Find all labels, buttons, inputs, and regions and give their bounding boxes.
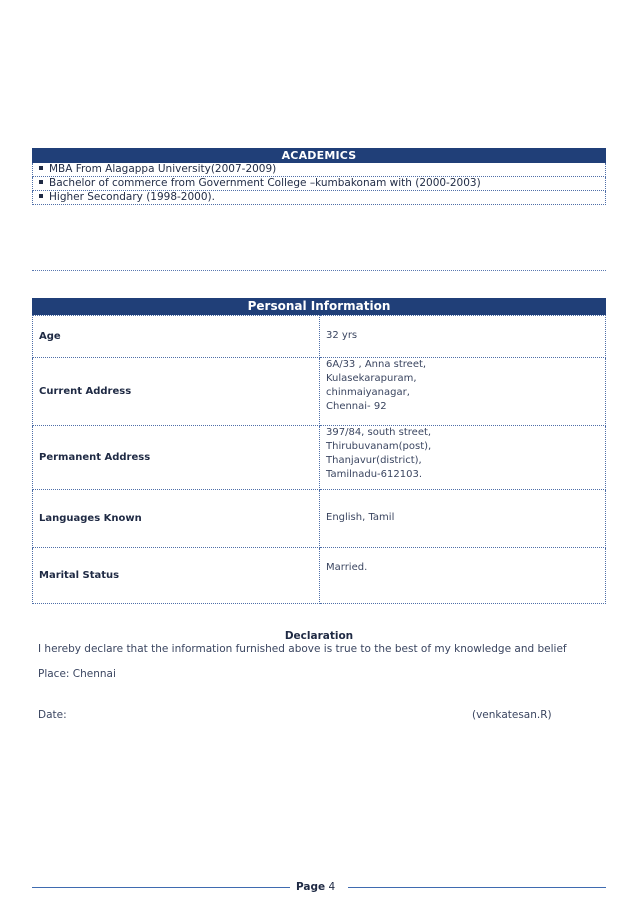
row-value xyxy=(320,548,606,604)
table-row xyxy=(33,548,606,604)
personal-info-section xyxy=(32,298,606,604)
value-line: Thirubuvanam(post), xyxy=(326,441,432,452)
value-line: 32 yrs xyxy=(326,330,358,341)
row-label: Current Address xyxy=(33,358,320,426)
value-line: chinmaiyanagar, xyxy=(326,387,410,398)
value-line: Kulasekarapuram, xyxy=(326,373,417,384)
row-value xyxy=(320,358,606,426)
academics-item xyxy=(32,177,606,191)
value-line: English, Tamil xyxy=(326,512,395,523)
place-line: Place: Chennai xyxy=(38,668,116,680)
value-line: Chennai- 92 xyxy=(326,401,387,412)
bullet-icon xyxy=(39,194,43,198)
row-label: Marital Status xyxy=(33,548,320,604)
personal-info-header: Personal Information xyxy=(32,298,606,315)
academics-item xyxy=(32,163,606,177)
table-row xyxy=(33,490,606,548)
personal-info-table xyxy=(32,315,606,604)
academics-item xyxy=(32,191,606,205)
declaration-title: Declaration xyxy=(284,630,354,642)
row-label: Permanent Address xyxy=(33,426,320,490)
academics-item-text: Higher Secondary (1998-2000). xyxy=(49,191,215,203)
value-line: Thanjavur(district), xyxy=(326,455,422,466)
row-value xyxy=(320,316,606,358)
page-number-value: 4 xyxy=(328,881,336,893)
signature-name: (venkatesan.R) xyxy=(472,709,552,721)
academics-item-text: MBA From Alagappa University(2007-2009) xyxy=(49,163,277,175)
value-line: 397/84, south street, xyxy=(326,427,432,438)
academics-header: ACADEMICS xyxy=(32,148,606,163)
table-row xyxy=(33,426,606,490)
academics-item-text: Bachelor of commerce from Government College –kumbakonam with (2000-2003) xyxy=(49,177,481,189)
page-label: Page xyxy=(296,881,326,893)
row-label: Languages Known xyxy=(33,490,320,548)
value-line: Married. xyxy=(326,562,368,573)
row-label: Age xyxy=(33,316,320,358)
bullet-icon xyxy=(39,180,43,184)
row-value xyxy=(320,426,606,490)
table-row xyxy=(33,316,606,358)
section-divider xyxy=(32,270,606,271)
bullet-icon xyxy=(39,166,43,170)
table-row xyxy=(33,358,606,426)
footer-rule-left xyxy=(32,887,290,888)
academics-section xyxy=(32,148,606,205)
date-line: Date: xyxy=(38,709,67,721)
declaration-text: I hereby declare that the information furnished above is true to the best of my knowledge and belief xyxy=(38,643,567,655)
value-line: 6A/33 , Anna street, xyxy=(326,359,427,370)
page-number xyxy=(296,881,335,893)
row-value xyxy=(320,490,606,548)
footer-rule-right xyxy=(348,887,606,888)
value-line: Tamilnadu-612103. xyxy=(326,469,422,480)
